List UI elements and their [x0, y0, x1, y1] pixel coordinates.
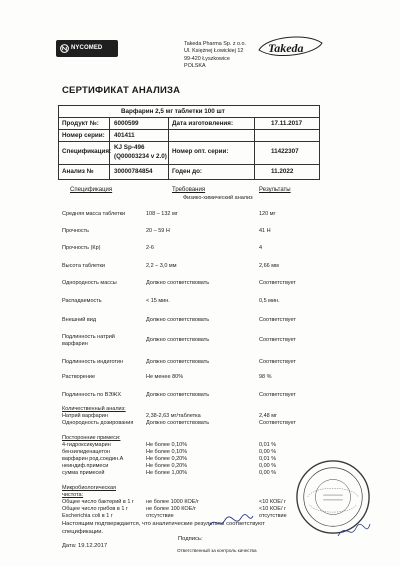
impurity-result: 0,01 %: [259, 456, 277, 462]
row-requirement: 2,2 – 3,0 мм: [146, 263, 177, 269]
row-name: Растворение: [62, 374, 96, 380]
manufacture-date: 17.11.2017: [271, 120, 303, 127]
micro-name: Escherichia coli в 1 г: [62, 513, 113, 519]
row-requirement: Должно соответствовать: [146, 280, 210, 286]
address-line-3: POLSKA: [184, 62, 206, 69]
row-result: Соответствует: [259, 317, 296, 323]
wholesale-number: 11422307: [271, 148, 299, 155]
micro-heading: Микробиологическая: [62, 485, 116, 491]
micro-result: <10 КОЕ/ г: [259, 499, 287, 505]
takeda-logo-text: Takeda: [268, 41, 304, 55]
quant-result: 2,48 мг: [259, 413, 278, 419]
spec-line-2: (Q00003234 v 2.0): [114, 153, 167, 160]
expiry-date: 11.2022: [271, 168, 294, 175]
wholesale-label: Номер опт. серии:: [172, 148, 229, 155]
row-result: Соответствует: [259, 337, 296, 343]
row-result: 120 мг: [259, 211, 276, 217]
column-header-requirements: Требования: [172, 187, 206, 193]
row-name-cont: варфарин: [62, 341, 88, 347]
spec-line-1: KJ Sp-496: [114, 144, 145, 151]
column-header-results: Результаты: [259, 187, 291, 193]
product-title: Варфарин 2,5 мг таблетки 100 шт: [121, 108, 225, 115]
impurity-result: 0,01 %: [259, 442, 277, 448]
nycomed-logo: NYCOMED: [56, 40, 118, 57]
confirmation-text-cont: спецификации.: [62, 529, 104, 535]
row-result: Соответствует: [259, 392, 296, 398]
section-physchem: Физико-химический анализ: [183, 195, 253, 201]
quant-heading: Количественный анализ:: [62, 406, 126, 412]
column-header-spec: Спецификация: [70, 187, 113, 193]
impurities-heading: Посторонние примеси:: [62, 435, 121, 441]
row-result: 0,5 мин.: [259, 298, 280, 304]
row-name: Подлинность по ВЭЖХ: [62, 392, 122, 398]
series-label: Номер серии:: [62, 132, 105, 139]
series-number: 401411: [114, 132, 135, 139]
impurity-requirement: Не более 0,20%: [146, 463, 188, 469]
row-result: 98 %: [259, 374, 272, 380]
impurity-result: 0,00 %: [259, 463, 277, 469]
stamp-signature-icon: [336, 520, 372, 542]
certificate-date: Дата: 19.12.2017: [62, 543, 108, 549]
company-name: Takeda Pharma Sp. z o.o.: [184, 41, 247, 47]
analysis-number: 30000784854: [114, 168, 153, 175]
row-name: Однородность массы: [62, 280, 117, 286]
address-line-2: 99-420 Łyszkowice: [184, 55, 230, 62]
analysis-label: Анализ №: [62, 168, 94, 175]
row-name: Высота таблетки: [62, 263, 105, 269]
row-requirement: Должно соответствовать: [146, 317, 210, 323]
micro-name: Общее число грибов в 1 г: [62, 506, 128, 512]
quant-requirement: Должно соответствовать: [146, 420, 210, 426]
row-result: 2,66 мм: [259, 263, 279, 269]
impurity-requirement: Не более 0,10%: [146, 442, 188, 448]
impurity-result: 0,00 %: [259, 470, 277, 476]
impurity-requirement: Не более 0,10%: [146, 449, 188, 455]
micro-requirement: не более 1000 КОЕ/г: [146, 499, 199, 505]
row-name: Подлинность натрий: [62, 334, 115, 340]
confirmation-text: Настоящим подтверждается, что аналитические результаты соответствуют: [62, 521, 265, 527]
impurity-requirement: Не более 1,00%: [146, 470, 188, 476]
impurity-result: 0,00 %: [259, 449, 277, 455]
impurity-name: 4-гидроксикумарин: [62, 442, 111, 448]
micro-result: <10 КОЕ/ г: [259, 506, 287, 512]
takeda-logo: [256, 34, 326, 60]
row-result: Соответствует: [259, 280, 296, 286]
micro-name: Общее число бактерий в 1 г: [62, 499, 134, 505]
address-line-1: Ul. Księżnej Łowickiej 12: [184, 48, 244, 55]
row-requirement: 108 – 132 мг: [146, 211, 178, 217]
responsible-person: Ответственный за контроль качества: [177, 548, 257, 553]
quant-requirement: 2,38-2,63 мг/таблетка: [146, 413, 201, 419]
row-name: Средняя масса таблетки: [62, 211, 126, 217]
page-title: СЕРТИФИКАТ АНАЛИЗА: [62, 85, 181, 96]
row-requirement: 2-6: [146, 245, 154, 251]
micro-heading-cont: чистота:: [62, 492, 84, 498]
row-result: Соответствует: [259, 359, 296, 365]
impurity-name: варфарин род.соедин.А: [62, 456, 124, 462]
row-name: Распадаемость: [62, 298, 102, 304]
impurity-name: неиндиф.примеси: [62, 463, 109, 469]
row-name: Подлинность индиготин: [62, 359, 124, 365]
row-requirement: Не менее 80%: [146, 374, 184, 380]
signature-scribble-icon: [207, 512, 255, 532]
quant-name: Однородность дозирования: [62, 420, 134, 426]
row-name: Прочность (Кр): [62, 245, 101, 251]
signature-label: Подпись:: [178, 536, 203, 542]
row-requirement: Должно соответствовать: [146, 392, 210, 398]
row-requirement: 20 – 59 Н: [146, 228, 170, 234]
expiry-label: Годен до:: [172, 168, 203, 175]
micro-requirement: отсутствие: [146, 513, 174, 519]
product-no: 6000599: [114, 120, 139, 127]
row-name: Внешний вид: [62, 317, 97, 323]
impurity-name: бензилиденацетон: [62, 449, 110, 455]
row-requirement: Должно соответствовать: [146, 359, 210, 365]
row-result: 4: [259, 245, 263, 251]
quant-name: Натрий варфарин: [62, 413, 108, 419]
manufacture-date-label: Дата изготовления:: [172, 120, 234, 127]
spec-label: Спецификация:: [62, 148, 112, 155]
product-no-label: Продукт №:: [62, 120, 99, 127]
impurity-name: сумма примесей: [62, 470, 105, 476]
micro-result: отсутствие: [259, 513, 287, 519]
product-info-table: [58, 105, 320, 180]
row-name: Прочность: [62, 228, 90, 234]
quant-result: Соответствует: [259, 420, 296, 426]
row-requirement: < 15 мин.: [146, 298, 170, 304]
row-requirement: Должно соответствовать: [146, 337, 210, 343]
row-result: 41 Н: [259, 228, 271, 234]
company-address: [184, 41, 246, 70]
nycomed-mark-icon: [60, 44, 69, 53]
micro-requirement: не более 100 КОЕ/г: [146, 506, 196, 512]
impurity-requirement: Не более 0,20%: [146, 456, 188, 462]
